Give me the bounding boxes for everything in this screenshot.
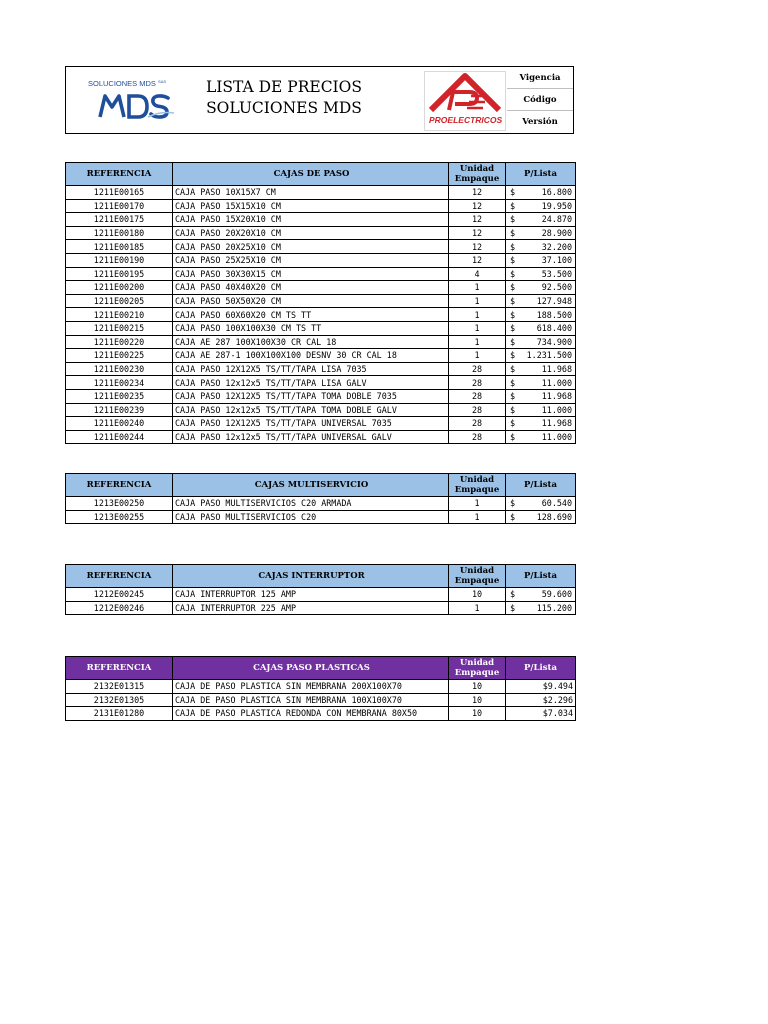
table-row — [66, 281, 576, 295]
price-value — [506, 241, 575, 253]
cell-price — [506, 321, 576, 335]
cell-referencia: 1212E00245 — [66, 588, 173, 602]
cell-unidad: 12 — [449, 199, 506, 213]
price-value — [506, 417, 575, 429]
cell-referencia: 1211E00200 — [66, 281, 173, 295]
price-amount: 53.500 — [541, 268, 572, 279]
table-row — [66, 308, 576, 322]
cell-unidad: 28 — [449, 376, 506, 390]
cell-description: CAJA DE PASO PLASTICA REDONDA CON MEMBRANA 80X50 — [173, 707, 449, 721]
table-header-row — [66, 163, 576, 186]
price-value — [506, 404, 575, 416]
column-header-unidad-empaque — [449, 474, 506, 497]
unit-label-line1: Unidad — [459, 164, 495, 174]
mds-logo-mark-icon — [98, 93, 174, 119]
price-value — [506, 390, 575, 402]
table-row — [66, 267, 576, 281]
cell-referencia: 2132E01305 — [66, 693, 173, 707]
table-row — [66, 389, 576, 403]
table-row — [66, 430, 576, 444]
column-header-unidad-empaque — [449, 565, 506, 588]
price-amount: 188.500 — [536, 309, 572, 320]
table-row — [66, 349, 576, 363]
price-value — [506, 336, 575, 348]
currency-symbol: $ — [510, 364, 516, 375]
price-amount: 32.200 — [541, 241, 572, 252]
cell-unidad: 1 — [449, 308, 506, 322]
table-row — [66, 707, 576, 721]
cell-referencia: 1211E00220 — [66, 335, 173, 349]
price-value — [506, 363, 575, 375]
currency-symbol: $ — [510, 323, 516, 334]
cell-description: CAJA PASO 12X12X5 TS/TT/TAPA TOMA DOBLE 7035 — [173, 389, 449, 403]
currency-symbol: $ — [510, 418, 516, 429]
cell-referencia: 1212E00246 — [66, 601, 173, 615]
column-header-unidad-empaque — [449, 163, 506, 186]
cell-unidad: 1 — [449, 510, 506, 524]
table-row — [66, 376, 576, 390]
cell-referencia: 1211E00235 — [66, 389, 173, 403]
table-row — [66, 253, 576, 267]
price-table — [65, 162, 576, 444]
title-line-2: SOLUCIONES MDS — [206, 99, 362, 117]
price-amount: 11.968 — [541, 418, 572, 429]
section-title: CAJAS MULTISERVICIO — [173, 474, 449, 497]
unit-label-line2: Empaque — [454, 576, 500, 586]
table-row — [66, 601, 576, 615]
cell-description: CAJA PASO 12X12X5 TS/TT/TAPA UNIVERSAL 7035 — [173, 417, 449, 431]
cell-referencia: 1211E00210 — [66, 308, 173, 322]
cell-description: CAJA PASO 20X20X10 CM — [173, 226, 449, 240]
currency-symbol: $ — [510, 309, 516, 320]
proelectricos-mark-icon — [425, 72, 505, 116]
cell-unidad: 4 — [449, 267, 506, 281]
cell-price — [506, 294, 576, 308]
cell-unidad: 10 — [449, 588, 506, 602]
cell-price — [506, 376, 576, 390]
column-header-price: P/Lista — [506, 657, 576, 680]
price-amount: 115.200 — [536, 602, 572, 613]
cell-price — [506, 588, 576, 602]
cell-description: CAJA PASO 12x12x5 TS/TT/TAPA TOMA DOBLE GALV — [173, 403, 449, 417]
unit-label-line2: Empaque — [454, 174, 500, 184]
currency-symbol: $ — [510, 511, 516, 522]
table-header-row — [66, 657, 576, 680]
cell-price — [506, 601, 576, 615]
price-value — [506, 497, 575, 509]
cell-description: CAJA PASO MULTISERVICIOS C20 ARMADA — [173, 497, 449, 511]
cell-unidad: 28 — [449, 403, 506, 417]
cell-referencia: 1211E00225 — [66, 349, 173, 363]
cell-price: $2.296 — [506, 693, 576, 707]
cell-description: CAJA PASO 15X15X10 CM — [173, 199, 449, 213]
price-value — [506, 322, 575, 334]
price-amount: 16.800 — [541, 187, 572, 198]
price-value — [506, 213, 575, 225]
proelectricos-logo — [424, 71, 506, 131]
cell-unidad: 1 — [449, 601, 506, 615]
table-row — [66, 321, 576, 335]
price-table — [65, 656, 576, 721]
cell-referencia: 1213E00250 — [66, 497, 173, 511]
price-amount: 11.968 — [541, 364, 572, 375]
cell-unidad: 1 — [449, 321, 506, 335]
section-title: CAJAS DE PASO — [173, 163, 449, 186]
cell-price — [506, 335, 576, 349]
column-header-unidad-empaque — [449, 657, 506, 680]
cell-referencia: 1211E00175 — [66, 213, 173, 227]
currency-symbol: $ — [510, 391, 516, 402]
price-value — [506, 227, 575, 239]
price-value — [506, 309, 575, 321]
cell-description: CAJA PASO 12x12x5 TS/TT/TAPA UNIVERSAL GALV — [173, 430, 449, 444]
currency-symbol: $ — [510, 241, 516, 252]
currency-symbol: $ — [510, 404, 516, 415]
cell-referencia: 1211E00230 — [66, 362, 173, 376]
price-value — [506, 186, 575, 198]
price-value — [506, 281, 575, 293]
price-amount: 19.950 — [541, 200, 572, 211]
cell-unidad: 1 — [449, 294, 506, 308]
cell-description: CAJA PASO 40X40X20 CM — [173, 281, 449, 295]
cell-unidad: 1 — [449, 335, 506, 349]
table-row — [66, 362, 576, 376]
cell-description: CAJA INTERRUPTOR 125 AMP — [173, 588, 449, 602]
cell-price — [506, 417, 576, 431]
cell-referencia: 1211E00240 — [66, 417, 173, 431]
cell-unidad: 12 — [449, 253, 506, 267]
cell-price: $9.494 — [506, 680, 576, 694]
price-amount: 1.231.500 — [526, 350, 572, 361]
cell-price — [506, 281, 576, 295]
unit-label-line2: Empaque — [454, 668, 500, 678]
table-header-row — [66, 565, 576, 588]
table-row — [66, 588, 576, 602]
column-header-referencia: REFERENCIA — [66, 474, 173, 497]
document-header — [65, 66, 574, 134]
table-row — [66, 680, 576, 694]
cell-description: CAJA PASO 20X25X10 CM — [173, 240, 449, 254]
currency-symbol: $ — [510, 187, 516, 198]
cell-unidad: 12 — [449, 240, 506, 254]
document-title — [184, 77, 384, 119]
currency-symbol: $ — [510, 431, 516, 442]
currency-symbol: $ — [510, 268, 516, 279]
table-row — [66, 240, 576, 254]
section-title: CAJAS PASO PLASTICAS — [173, 657, 449, 680]
price-value — [506, 602, 575, 614]
cell-price — [506, 430, 576, 444]
cell-unidad: 1 — [449, 497, 506, 511]
cell-referencia: 1211E00180 — [66, 226, 173, 240]
cell-referencia: 1211E00244 — [66, 430, 173, 444]
currency-symbol: $ — [510, 255, 516, 266]
table-row — [66, 186, 576, 200]
cell-unidad: 1 — [449, 281, 506, 295]
table-row — [66, 510, 576, 524]
cell-referencia: 1211E00239 — [66, 403, 173, 417]
cell-price — [506, 362, 576, 376]
cell-price — [506, 497, 576, 511]
cell-referencia: 1211E00170 — [66, 199, 173, 213]
cell-referencia: 1211E00165 — [66, 186, 173, 200]
price-table — [65, 473, 576, 524]
table-row — [66, 294, 576, 308]
table-row — [66, 226, 576, 240]
cell-price — [506, 199, 576, 213]
price-value — [506, 349, 575, 361]
cell-price — [506, 510, 576, 524]
cell-referencia: 1211E00215 — [66, 321, 173, 335]
price-amount: 92.500 — [541, 282, 572, 293]
logo-company-name: SOLUCIONES MDS $^{SAS}$ — [88, 79, 167, 88]
currency-symbol: $ — [510, 602, 516, 613]
cell-unidad: 12 — [449, 213, 506, 227]
price-amount: 37.100 — [541, 255, 572, 266]
cell-referencia: 2131E01280 — [66, 707, 173, 721]
currency-symbol: $ — [510, 377, 516, 388]
price-amount: 11.000 — [541, 377, 572, 388]
price-amount: 11.000 — [541, 431, 572, 442]
table-row — [66, 497, 576, 511]
table-row — [66, 693, 576, 707]
price-value — [506, 377, 575, 389]
table-row — [66, 417, 576, 431]
cell-description: CAJA PASO 60X60X20 CM TS TT — [173, 308, 449, 322]
cell-price — [506, 226, 576, 240]
price-value — [506, 511, 575, 523]
cell-description: CAJA AE 287-1 100X100X100 DESNV 30 CR CAL 18 — [173, 349, 449, 363]
cell-unidad: 10 — [449, 707, 506, 721]
meta-version: Versión — [522, 117, 558, 127]
cell-price — [506, 213, 576, 227]
cell-unidad: 12 — [449, 186, 506, 200]
price-value — [506, 588, 575, 600]
cell-price — [506, 240, 576, 254]
price-amount: 11.968 — [541, 391, 572, 402]
price-amount: 127.948 — [536, 296, 572, 307]
cell-price — [506, 253, 576, 267]
unit-label-line2: Empaque — [454, 485, 500, 495]
cell-description: CAJA PASO 10X15X7 CM — [173, 186, 449, 200]
cell-description: CAJA PASO 12X12X5 TS/TT/TAPA LISA 7035 — [173, 362, 449, 376]
cell-description: CAJA AE 287 100X100X30 CR CAL 18 — [173, 335, 449, 349]
cell-unidad: 10 — [449, 680, 506, 694]
unit-label-line1: Unidad — [459, 475, 495, 485]
cell-description: CAJA PASO 15X20X10 CM — [173, 213, 449, 227]
cell-referencia: 1211E00195 — [66, 267, 173, 281]
price-amount: 28.900 — [541, 228, 572, 239]
cell-referencia: 1213E00255 — [66, 510, 173, 524]
cell-description: CAJA INTERRUPTOR 225 AMP — [173, 601, 449, 615]
price-amount: 11.000 — [541, 404, 572, 415]
cell-referencia: 1211E00190 — [66, 253, 173, 267]
column-header-referencia: REFERENCIA — [66, 565, 173, 588]
cell-referencia: 2132E01315 — [66, 680, 173, 694]
table-row — [66, 403, 576, 417]
price-amount: 128.690 — [536, 511, 572, 522]
currency-symbol: $ — [510, 282, 516, 293]
cell-price — [506, 403, 576, 417]
price-value — [506, 295, 575, 307]
price-value — [506, 254, 575, 266]
column-header-referencia: REFERENCIA — [66, 657, 173, 680]
cell-unidad: 28 — [449, 362, 506, 376]
price-value — [506, 431, 575, 443]
cell-referencia: 1211E00234 — [66, 376, 173, 390]
price-table — [65, 564, 576, 615]
price-value — [506, 268, 575, 280]
cell-unidad: 1 — [449, 349, 506, 363]
column-header-referencia: REFERENCIA — [66, 163, 173, 186]
column-header-price: P/Lista — [506, 163, 576, 186]
price-value — [506, 200, 575, 212]
currency-symbol: $ — [510, 228, 516, 239]
cell-unidad: 10 — [449, 693, 506, 707]
cell-referencia: 1211E00205 — [66, 294, 173, 308]
cell-description: CAJA PASO 100X100X30 CM TS TT — [173, 321, 449, 335]
proelectricos-logo-text: PROELECTRICOS — [429, 115, 503, 125]
table-row — [66, 213, 576, 227]
cell-description: CAJA DE PASO PLASTICA SIN MEMBRANA 200X100X70 — [173, 680, 449, 694]
unit-label-line1: Unidad — [459, 658, 495, 668]
title-line-1: LISTA DE PRECIOS — [205, 78, 363, 96]
price-amount: 24.870 — [541, 214, 572, 225]
price-amount: 59.600 — [541, 589, 572, 600]
cell-price — [506, 349, 576, 363]
column-header-price: P/Lista — [506, 474, 576, 497]
cell-price — [506, 267, 576, 281]
cell-description: CAJA PASO 50X50X20 CM — [173, 294, 449, 308]
currency-symbol: $ — [510, 589, 516, 600]
cell-referencia: 1211E00185 — [66, 240, 173, 254]
cell-description: CAJA PASO MULTISERVICIOS C20 — [173, 510, 449, 524]
currency-symbol: $ — [510, 200, 516, 211]
price-amount: 618.400 — [536, 323, 572, 334]
cell-description: CAJA PASO 12x12x5 TS/TT/TAPA LISA GALV — [173, 376, 449, 390]
meta-codigo: Código — [507, 89, 573, 111]
cell-price — [506, 389, 576, 403]
price-amount: 60.540 — [541, 498, 572, 509]
currency-symbol: $ — [510, 350, 516, 361]
table-row — [66, 199, 576, 213]
currency-symbol: $ — [510, 214, 516, 225]
table-header-row — [66, 474, 576, 497]
cell-description: CAJA PASO 30X30X15 CM — [173, 267, 449, 281]
price-amount: 734.900 — [536, 336, 572, 347]
cell-description: CAJA PASO 25X25X10 CM — [173, 253, 449, 267]
cell-unidad: 12 — [449, 226, 506, 240]
document-meta — [507, 67, 573, 133]
table-row — [66, 335, 576, 349]
currency-symbol: $ — [510, 498, 516, 509]
cell-price — [506, 186, 576, 200]
unit-label-line1: Unidad — [459, 566, 495, 576]
meta-vigencia: Vigencia — [507, 67, 573, 89]
cell-price: $7.034 — [506, 707, 576, 721]
column-header-price: P/Lista — [506, 565, 576, 588]
soluciones-mds-logo — [76, 71, 176, 129]
currency-symbol: $ — [510, 296, 516, 307]
section-title: CAJAS INTERRUPTOR — [173, 565, 449, 588]
cell-price — [506, 308, 576, 322]
cell-unidad: 28 — [449, 430, 506, 444]
cell-unidad: 28 — [449, 389, 506, 403]
cell-description: CAJA DE PASO PLASTICA SIN MEMBRANA 100X100X70 — [173, 693, 449, 707]
currency-symbol: $ — [510, 336, 516, 347]
cell-unidad: 28 — [449, 417, 506, 431]
